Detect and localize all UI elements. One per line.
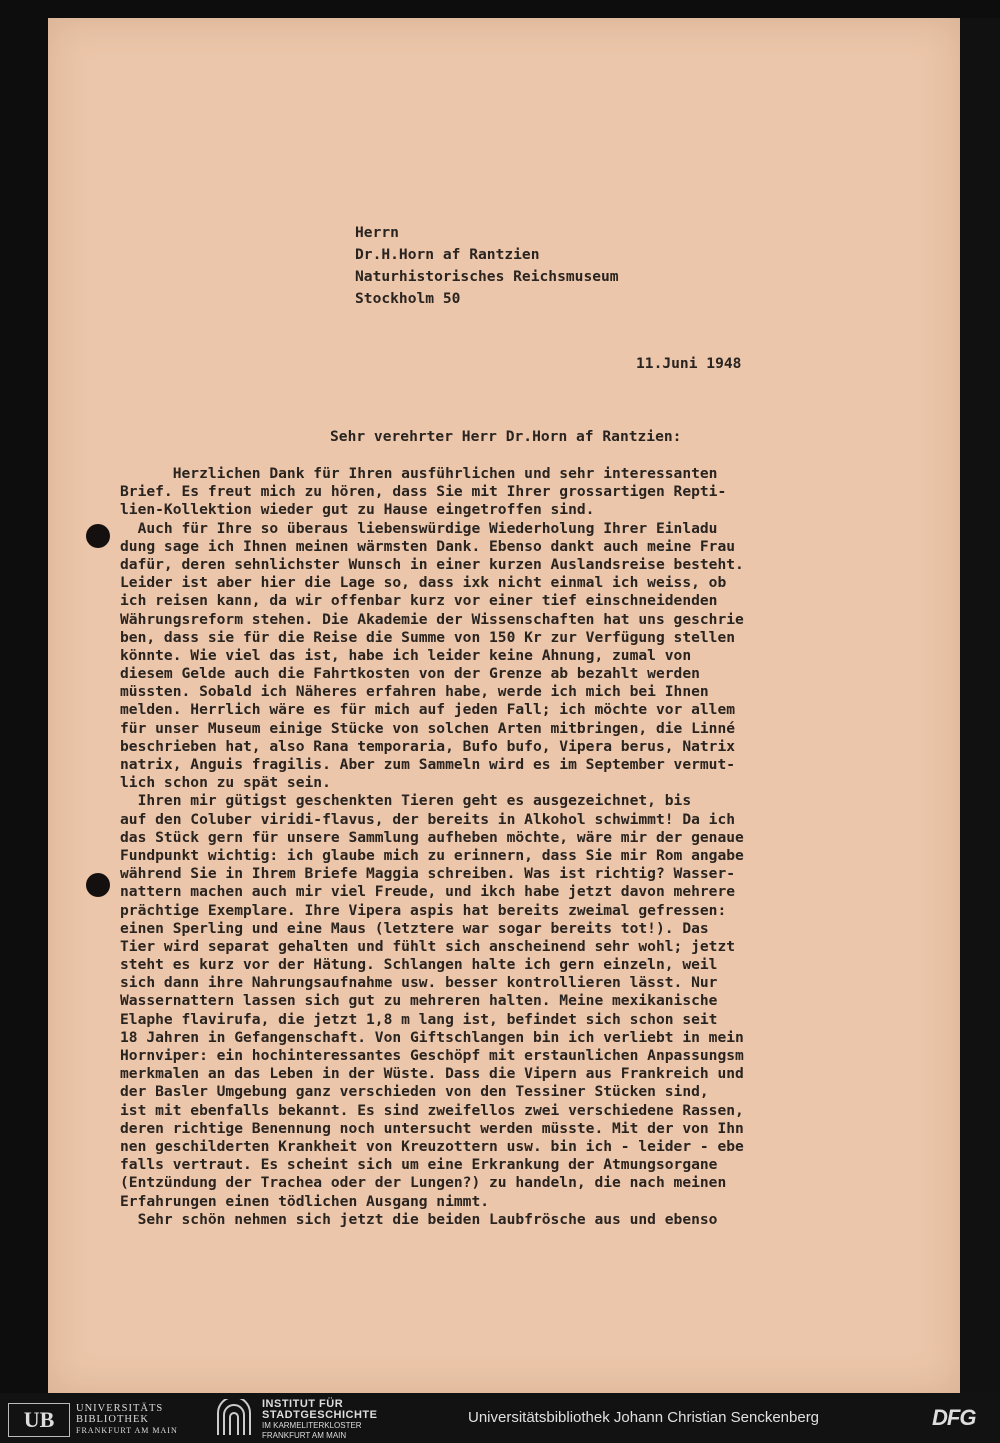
body-line: Sehr schön nehmen sich jetzt die beiden Laubfrösche aus und ebenso [120,1210,718,1228]
isg-arch-icon [215,1399,253,1437]
isg-line: INSTITUT FÜR [262,1398,344,1410]
body-line: der Basler Umgebung ganz verschieden von den Tessiner Stücken sind, [120,1083,709,1101]
body-line: Herzlichen Dank für Ihren ausführlichen und sehr interessanten [120,465,718,482]
body-line: (Entzündung der Trachea oder der Lungen?) zu handeln, die nach meinen [120,1174,727,1192]
body-line: Leider ist aber hier die Lage so, dass ixk nicht einmal ich weiss, ob [120,574,727,592]
punch-hole [86,524,110,548]
ub-logo-text [76,1403,178,1436]
body-line: lien-Kollektion wieder gut zu Hause eingetroffen sind. [120,501,595,519]
body-line: diesem Gelde auch die Fahrtkosten von der Grenze ab bezahlt werden [120,665,700,683]
body-line: auf den Coluber viridi-flavus, der bereits in Alkohol schwimmt! Da ich [120,810,736,828]
body-line: lich schon zu spät sein. [120,774,331,792]
isg-line: STADTGESCHICHTE [262,1409,378,1421]
body-line: Währungsreform stehen. Die Akademie der Wissenschaften hat uns geschrie [120,610,744,628]
body-line: müssten. Sobald ich Näheres erfahren habe, werde ich mich bei Ihnen [120,683,709,701]
body-line: Auch für Ihre so überaus liebenswürdige Wiederholung Ihrer Einladu [120,519,718,537]
body-line: während Sie in Ihrem Briefe Maggia schreiben. Was ist richtig? Wasser- [120,865,736,883]
body-line: Ihren mir gütigst geschenkten Tieren geht es ausgezeichnet, bis [120,792,692,810]
body-line: dung sage ich Ihnen meinen wärmsten Dank. Ebenso dankt auch meine Frau [120,537,736,555]
body-line: 18 Jahren in Gefangenschaft. Von Giftschlangen bin ich verliebt in mein [120,1028,744,1046]
body-line: steht es kurz vor der Hätung. Schlangen halte ich gern einzeln, weil [120,956,718,974]
body-line: merkmalen an das Leben in der Wüste. Dass die Vipern aus Frankreich und [120,1065,744,1083]
ub-logo [8,1401,198,1437]
ub-line: FRANKFURT AM MAIN [76,1426,178,1435]
body-line: deren richtige Benennung noch untersucht werden müsste. Mit der von Ihn [120,1119,744,1137]
address-line: Stockholm 50 [355,290,461,307]
body-line: könnte. Wie viel das ist, habe ich leider keine Ahnung, zumal von [120,646,692,664]
recipient-address [355,222,619,310]
body-line: nen geschilderten Krankheit von Kreuzottern usw. bin ich - leider - ebe [120,1137,744,1155]
body-line: melden. Herrlich wäre es für mich auf jeden Fall; ich möchte vor allem [120,701,736,719]
ub-line: BIBLIOTHEK [76,1414,149,1425]
ub-line: UNIVERSITÄTS [76,1403,164,1414]
body-line: ist mit ebenfalls bekannt. Es sind zweifellos zwei verschiedene Rassen, [120,1101,744,1119]
body-line: sich dann ihre Nahrungsaufnahme usw. besser kontrollieren lässt. Nur [120,974,718,992]
isg-line: IM KARMELITERKLOSTER [262,1421,362,1430]
salutation: Sehr verehrter Herr Dr.Horn af Rantzien: [330,428,682,445]
body-line: dafür, deren sehnlichster Wunsch in einer kurzen Auslandsreise besteht. [120,555,744,573]
ub-logo-mark: UB [8,1403,70,1437]
body-line: nattern machen auch mir viel Freude, und ikch habe jetzt davon mehrere [120,883,736,901]
isg-line: FRANKFURT AM MAIN [262,1431,347,1440]
body-line: Elaphe flavirufa, die jetzt 1,8 m lang ist, befindet sich schon seit [120,1010,718,1028]
body-line: das Stück gern für unsere Sammlung aufheben möchte, wäre mir der genaue [120,828,744,846]
body-line: natrix, Anguis fragilis. Aber zum Sammeln wird es im September vermut- [120,756,736,773]
body-line: Erfahrungen einen tödlichen Ausgang nimmt. [120,1192,490,1210]
body-line: ben, dass sie für die Reise die Summe von 150 Kr zur Verfügung stellen [120,628,736,646]
body-line: Wassernattern lassen sich gut zu mehreren halten. Meine mexikanische [120,992,718,1010]
body-line: beschrieben hat, also Rana temporaria, Bufo bufo, Vipera berus, Natrix [120,737,736,755]
letter-body [120,465,960,1229]
body-line: einen Sperling und eine Maus (letztere war sogar bereits tot!). Das [120,919,709,937]
body-line: für unser Museum einige Stücke von solchen Arten mitbringen, die Linné [120,719,736,737]
body-line: Brief. Es freut mich zu hören, dass Sie mit Ihrer grossartigen Repti- [120,483,727,501]
dfg-logo: DFG [932,1405,976,1430]
body-line: Hornviper: ein hochinteressantes Geschöpf mit erstaunlichen Anpassungsm [120,1047,744,1064]
body-line: ich reisen kann, da wir offenbar kurz vor einer tief einschneidenden [120,592,718,610]
punch-hole [86,873,110,897]
scan-edge [960,18,1000,1393]
footer-bar [0,1393,1000,1443]
body-line: falls vertraut. Es scheint sich um eine Erkrankung der Atmungsorgane [120,1156,718,1174]
letter-date: 11.Juni 1948 [636,355,742,372]
address-line: Herrn [355,224,399,241]
isg-logo-text [262,1399,377,1441]
body-line: Fundpunkt wichtig: ich glaube mich zu erinnern, dass Sie mir Rom angabe [120,846,744,864]
footer-title: Universitätsbibliothek Johann Christian Senckenberg [468,1409,820,1426]
address-line: Dr.H.Horn af Rantzien [355,246,540,263]
body-line: Tier wird separat gehalten und fühlt sich anscheinend sehr wohl; jetzt [120,937,736,955]
address-line: Naturhistorisches Reichsmuseum [355,268,619,285]
body-line: prächtige Exemplare. Ihre Vipera aspis hat bereits zweimal gefressen: [120,901,727,919]
